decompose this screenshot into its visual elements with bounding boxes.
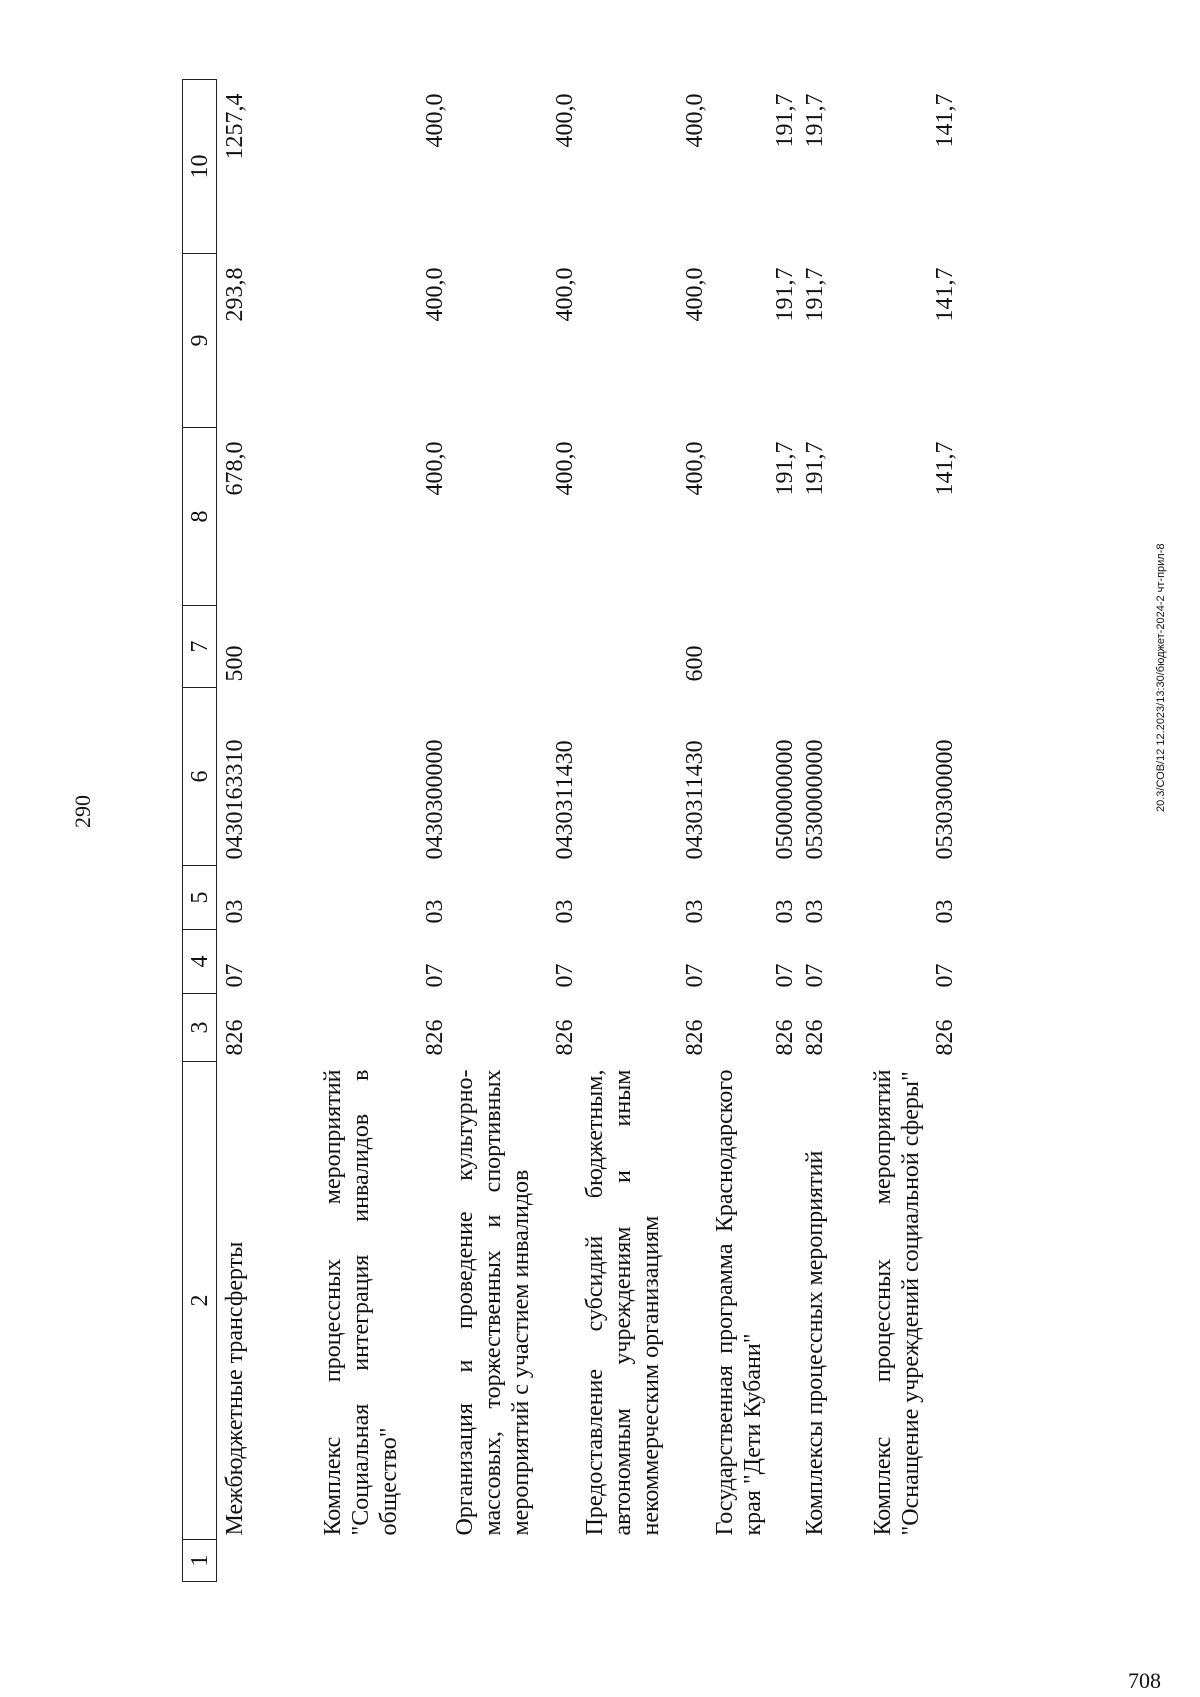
table-row	[801, 80, 869, 1582]
cell-col10: 1257,4	[222, 93, 248, 160]
page-number: 290	[70, 795, 95, 828]
cell-col3: 826	[552, 1019, 578, 1056]
cell-col10: 400,0	[552, 93, 578, 148]
cell-col6: 0430300000	[422, 739, 448, 860]
cell-name: Комплекс процессных мероприятий "Социальная интеграция инвалидов в общество"	[320, 1069, 402, 1536]
cell-col9: 293,8	[222, 267, 248, 322]
header-row	[183, 80, 217, 1582]
cell-col4: 07	[802, 963, 828, 988]
cell-name: Комплексы процессных мероприятий	[802, 1150, 828, 1536]
cell-col1	[711, 1540, 801, 1582]
cell-col5: 03	[772, 899, 798, 924]
cell-col7: 600	[682, 645, 708, 682]
cell-col4: 07	[422, 963, 448, 988]
cell-col6: 0430163310	[222, 739, 248, 860]
column-header: 2	[183, 1062, 217, 1540]
cell-col7	[319, 606, 451, 688]
cell-col3: 826	[802, 1019, 828, 1056]
cell-col9: 400,0	[422, 267, 448, 322]
document-stamp: 20.3/СОВ/12 12.2023/13:30/бюджет-2024-2 чт-прил-8	[1155, 543, 1167, 812]
cell-col8: 141,7	[932, 441, 958, 496]
cell-col5: 03	[682, 899, 708, 924]
cell-name: Межбюджетные трансферты	[222, 1241, 248, 1536]
cell-col4: 07	[932, 963, 958, 988]
table-row	[711, 80, 801, 1582]
cell-col8: 191,7	[802, 441, 828, 496]
cell-col8: 191,7	[772, 441, 798, 496]
cell-col1	[451, 1540, 581, 1582]
cell-col3: 826	[682, 1019, 708, 1056]
cell-col3: 826	[932, 1019, 958, 1056]
table-row	[869, 80, 1061, 1582]
cell-col5: 03	[222, 899, 248, 924]
cell-col7	[801, 606, 869, 688]
cell-col6: 0430311430	[682, 740, 708, 860]
column-header: 9	[183, 254, 217, 428]
cell-col6: 0500000000	[772, 739, 798, 860]
budget-table	[182, 79, 1061, 1582]
table-row	[319, 80, 451, 1582]
cell-col8: 400,0	[552, 441, 578, 496]
cell-col5: 03	[422, 899, 448, 924]
cell-col9: 191,7	[802, 267, 828, 322]
cell-col9: 191,7	[772, 267, 798, 322]
cell-col10: 400,0	[682, 93, 708, 148]
cell-col3: 826	[422, 1019, 448, 1056]
cell-col6: 0530300000	[932, 739, 958, 860]
cell-col8: 678,0	[222, 441, 248, 496]
cell-col9: 141,7	[932, 267, 958, 322]
cell-col9: 400,0	[552, 267, 578, 322]
cell-col4: 07	[682, 963, 708, 988]
cell-col8: 400,0	[682, 441, 708, 496]
cell-col10: 400,0	[422, 93, 448, 148]
cell-name: Комплекс процессных мероприятий "Оснащение учреждений социальной сферы"	[870, 1069, 924, 1536]
cell-col1	[869, 1540, 1061, 1582]
column-header: 7	[183, 606, 217, 688]
cell-col8: 400,0	[422, 441, 448, 496]
cell-col10: 141,7	[932, 93, 958, 148]
cell-col5: 03	[802, 899, 828, 924]
budget-table-rotated	[182, 80, 1050, 1582]
cell-col1	[801, 1540, 869, 1582]
cell-col5: 03	[552, 899, 578, 924]
cell-col6: 0430311430	[552, 740, 578, 860]
cell-col6: 0530000000	[802, 739, 828, 860]
column-header: 1	[183, 1540, 217, 1582]
cell-col3: 826	[772, 1019, 798, 1056]
cell-col7: 500	[222, 645, 248, 682]
column-header: 8	[183, 428, 217, 606]
sheet-number: 708	[1128, 1668, 1161, 1693]
table-row	[581, 80, 711, 1582]
cell-col1	[581, 1540, 711, 1582]
table-row	[451, 80, 581, 1582]
column-header: 5	[183, 866, 217, 930]
cell-col3: 826	[222, 1019, 248, 1056]
cell-name: Предоставление субсидий бюджетным, автономным учреждениям и иным некоммерческим организациям	[582, 1069, 664, 1536]
cell-col4: 07	[552, 963, 578, 988]
cell-col7	[451, 606, 581, 688]
table-row	[217, 80, 320, 1582]
cell-name: Организация и проведение культурно-массовых, торжественных и спортивных мероприятий с участием инвалидов	[452, 1069, 534, 1536]
cell-col4: 07	[222, 963, 248, 988]
cell-col5: 03	[932, 899, 958, 924]
cell-col4: 07	[772, 963, 798, 988]
cell-col10: 191,7	[772, 93, 798, 148]
cell-col7	[711, 606, 801, 688]
column-header: 4	[183, 930, 217, 994]
column-header: 3	[183, 994, 217, 1062]
column-header: 10	[183, 80, 217, 254]
cell-col10: 191,7	[802, 93, 828, 148]
cell-name: Государственная программа Краснодарского края "Дети Кубани"	[712, 1069, 766, 1536]
cell-col7	[869, 606, 1061, 688]
cell-col9: 400,0	[682, 267, 708, 322]
column-header: 6	[183, 688, 217, 866]
cell-col1	[217, 1540, 320, 1582]
cell-col1	[319, 1540, 451, 1582]
